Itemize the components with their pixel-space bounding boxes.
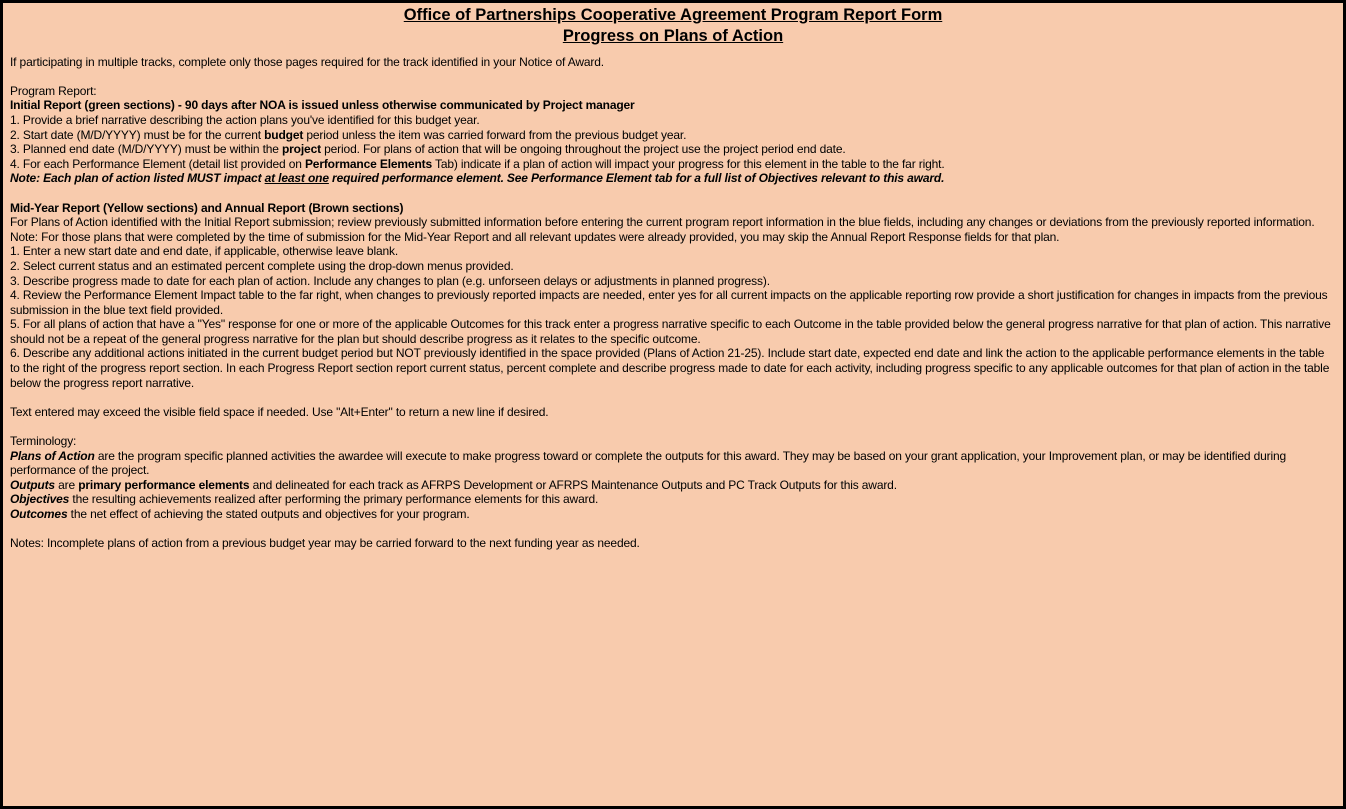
initial-item-4: 4. For each Performance Element (detail list provided on Performance Elements Tab) indicate if a plan of action will impact your progress for this element in the table to the far right. <box>10 156 945 171</box>
form-title <box>3 5 1343 47</box>
midyear-item-6: 6. Describe any additional actions initiated in the current budget period but NOT previously identified in the space provided (Plans of Action 21-25). Include start date, expected end date and link the action to the applicable performance elements in the table to the right of the progress report section. In each Progress Report section report current status, percent complete and describe progress made to date for each activity, including progress specific to any applicable outcomes for that plan of action in the table below the progress report narrative. <box>10 346 1330 390</box>
midyear-item-3: 3. Describe progress made to date for each plan of action. Include any changes to plan (e.g. unforseen delays or adjustments in planned progress). <box>10 273 770 288</box>
initial-report-heading: Initial Report (green sections) - 90 days after NOA is issued unless otherwise communicated by Project manager <box>10 98 635 113</box>
instructions-body <box>3 47 1343 551</box>
term-outputs: Outputs are primary performance elements and delineated for each track as AFRPS Development or AFRPS Maintenance Outputs and PC Track Outputs for this award. <box>10 477 897 492</box>
text-entry-note: Text entered may exceed the visible field space if needed. Use "Alt+Enter" to return a new line if desired. <box>10 404 549 419</box>
term-objectives: Objectives the resulting achievements realized after performing the primary performance elements for this award. <box>10 492 599 507</box>
initial-item-2: 2. Start date (M/D/YYYY) must be for the current budget period unless the item was carried forward from the previous budget year. <box>10 127 687 142</box>
title-line-2: Progress on Plans of Action <box>562 27 784 45</box>
program-report-label: Program Report: <box>10 83 97 98</box>
term-outcomes: Outcomes the net effect of achieving the stated outputs and objectives for your program. <box>10 507 470 521</box>
midyear-intro: For Plans of Action identified with the Initial Report submission; review previously submitted information before entering the current program report information in the blue fields, including any changes or deviations from the previously reported information. Note: For those plans that were completed by the time of submission for the Mid-Year Report and all relevant updates were already provided, you may skip the Annual Report Response fields for that plan. <box>10 215 1315 244</box>
midyear-heading: Mid-Year Report (Yellow sections) and Annual Report (Brown sections) <box>10 200 404 215</box>
midyear-item-1: 1. Enter a new start date and end date, if applicable, otherwise leave blank. <box>10 244 399 259</box>
terminology-label: Terminology: <box>10 434 77 449</box>
midyear-item-4: 4. Review the Performance Element Impact table to the far right, when changes to previously reported impacts are needed, enter yes for all current impacts on the applicable reporting row provide a short justification for changes in impacts from the previous submission in the blue text field provided. <box>10 288 1328 317</box>
notes-text: Notes: Incomplete plans of action from a previous budget year may be carried forward to the next funding year as needed. <box>10 536 640 551</box>
initial-item-1: 1. Provide a brief narrative describing the action plans you've identified for this budget year. <box>10 112 480 127</box>
intro-text: If participating in multiple tracks, complete only those pages required for the track identified in your Notice of Award. <box>10 54 604 69</box>
term-plans-of-action: Plans of Action are the program specific planned activities the awardee will execute to make progress toward or complete the outputs for this award. They may be based on your grant application, your Improvement plan, or may be identified during performance of the project. <box>10 448 1287 478</box>
midyear-item-5: 5. For all plans of action that have a "Yes" response for one or more of the applicable Outcomes for this track enter a progress narrative specific to each Outcome in the table provided below the general progress narrative for that plan of action. This narrative should not be a repeat of the general progress narrative for the plan but should describe progress as it relates to the specific outcome. <box>10 317 1331 346</box>
initial-item-3: 3. Planned end date (M/D/YYYY) must be within the project period. For plans of action that will be ongoing throughout the project use the project period end date. <box>10 142 846 157</box>
midyear-item-2: 2. Select current status and an estimated percent complete using the drop-down menus provided. <box>10 258 514 273</box>
initial-note: Note: Each plan of action listed MUST impact at least one required performance element. See Performance Element tab for a full list of Objectives relevant to this award. <box>10 171 945 186</box>
title-line-1: Office of Partnerships Cooperative Agreement Program Report Form <box>403 6 943 24</box>
